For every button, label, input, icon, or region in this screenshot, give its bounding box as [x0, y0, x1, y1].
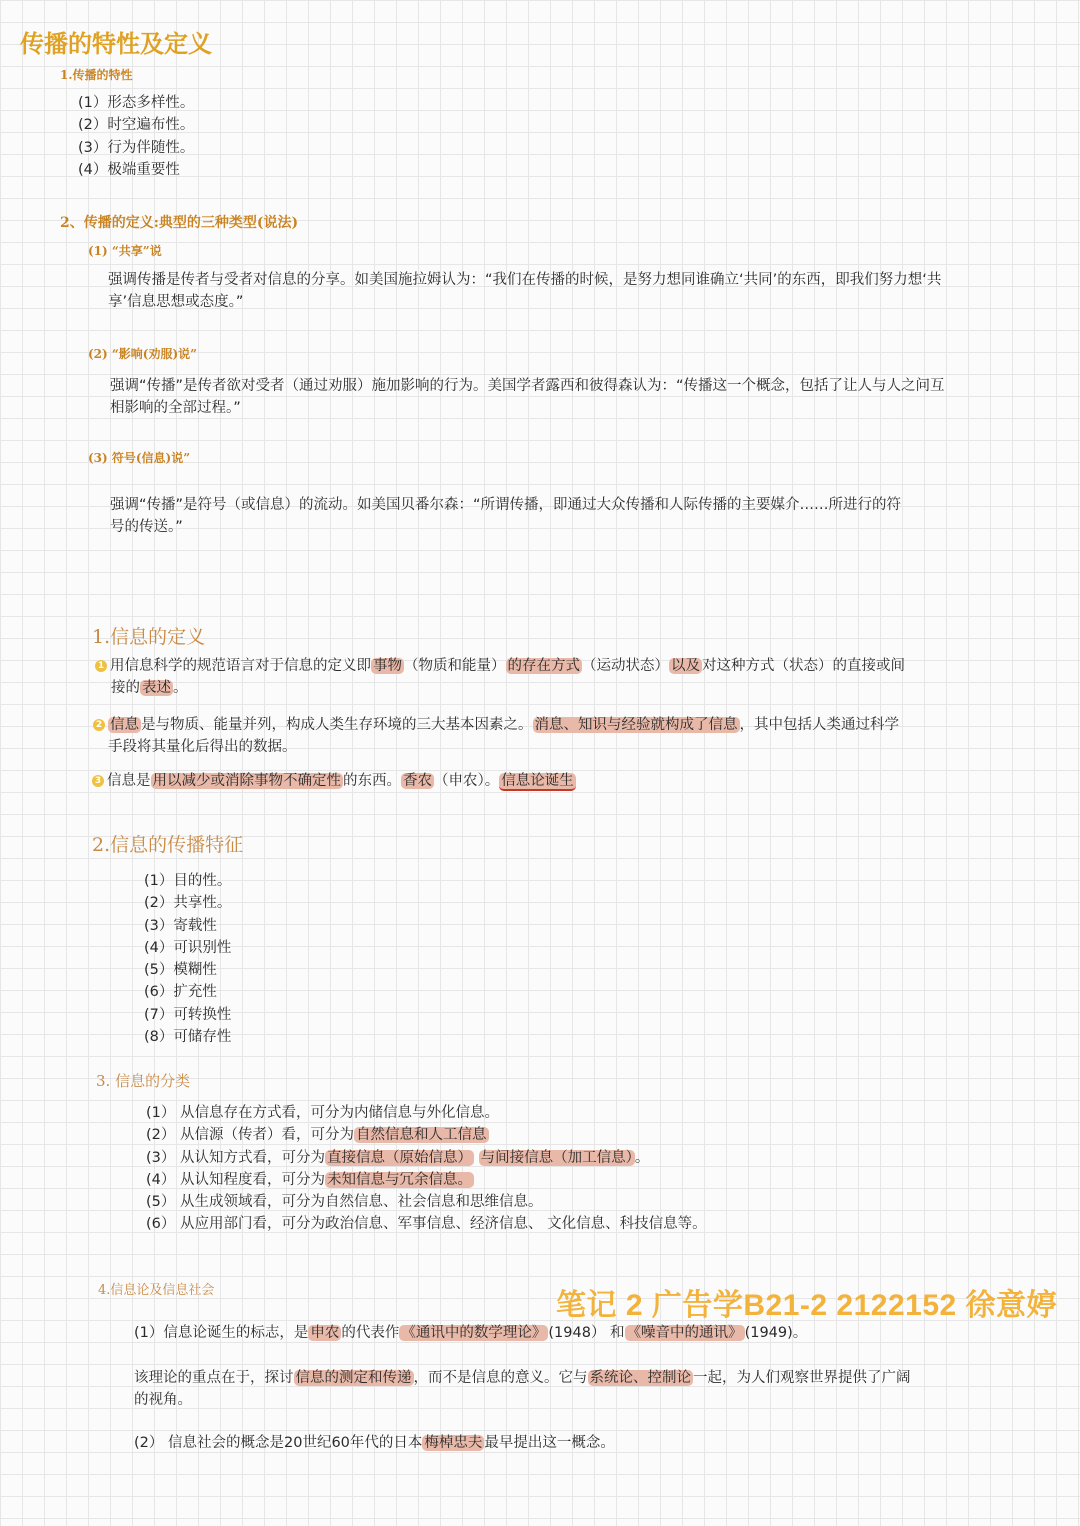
characteristics-list — [78, 92, 194, 181]
subheading-sharing: (1) “共享”说 — [88, 244, 162, 258]
subheading-symbol: (3) 符号(信息)说” — [88, 451, 191, 465]
definition-paragraph-2: 2 信息 是与物质、能量并列，构成人类生存环境的三大基本因素之。 消息、知识与经验就构成了信息 ，其中包括人类通过科学 手段将其量化后得出的数据。 — [93, 714, 899, 758]
paragraph-symbol: 强调“传播”是符号（或信息）的流动。如美国贝番尔森：“所谓传播，即通过大众传播和人际传播的主要媒介……所进行的符 号的传送。” — [110, 497, 902, 535]
subheading-influence: (2) “影响(劝服)说” — [88, 347, 198, 361]
list-item: (6）扩充性 — [144, 984, 217, 1001]
list-item: (6） 从应用部门看，可分为政治信息、军事信息、经济信息、 文化信息、科技信息等。 — [146, 1216, 707, 1233]
section-heading-info-definition: 1.信息的定义 — [92, 626, 206, 648]
features-list — [144, 870, 231, 1048]
list-item: (2）共享性。 — [144, 895, 232, 912]
list-item: (3）行为伴随性。 — [78, 139, 195, 156]
list-item: (4） 从认知程度看，可分为 未知信息与冗余信息。 — [146, 1171, 472, 1188]
list-item: (1）形态多样性。 — [78, 95, 195, 111]
definition-paragraph-3: 3 信息是 用以减少或消除事物不确定性 的东西。 香农 （申农）。 信息论诞生 — [92, 770, 576, 792]
paragraph-influence: 强调“传播”是传者欲对受者（通过劝服）施加影响的行为。美国学者露西和彼得森认为：“传播这一个概念，包括了让人与人之问互 相影响的全部过程。” — [110, 378, 945, 416]
section-heading-definition: 2、传播的定义:典型的三种类型(说法) — [60, 215, 299, 231]
section-heading-info-features: 2.信息的传播特征 — [92, 834, 244, 856]
paragraph-sharing: 强调传播是传者与受者对信息的分享。如美国施拉姆认为：“我们在传播的时候，是努力想同谁确立‘共同’的东西，即我们努力想‘共 享’信息思想或态度。” — [108, 272, 942, 310]
society-paragraph-3: (2） 信息社会的概念是20世纪60年代的日本 梅棹忠夫 最早提出这一概念。 — [134, 1435, 615, 1451]
list-item: (7）可转换性 — [144, 1006, 232, 1023]
list-item: (1）目的性。 — [144, 873, 232, 889]
definition-paragraph-1: 1 用信息科学的规范语言对于信息的定义即 事物 （物质和能量） 的存在方式 （运动状态） 以及 对这种方式（状态）的直接或间 接的 表述 。 — [95, 655, 905, 699]
classification-list — [146, 1102, 707, 1236]
list-item: (2）时空遍布性。 — [78, 117, 195, 134]
society-paragraph-1: (1）信息论诞生的标志，是 申农 的代表作 《通讯中的数学理论》 (1948） 和 《噪音中的通讯》 (1949)。 — [134, 1325, 808, 1341]
list-item: (5）模糊性 — [144, 962, 217, 979]
list-item: (8）可储存性 — [144, 1029, 232, 1046]
section-heading-info-society: 4.信息论及信息社会 — [98, 1283, 215, 1298]
list-item: (4）极端重要性 — [78, 161, 180, 178]
number-marker-icon: 1 — [95, 660, 107, 672]
section-heading-info-classification: 3. 信息的分类 — [96, 1072, 191, 1090]
list-item: (2） 从信源（传者）看，可分为 自然信息和人工信息 — [146, 1127, 487, 1144]
section-heading-characteristics: 1.传播的特性 — [60, 68, 133, 82]
society-paragraph-2: 该理论的重点在于，探讨 信息的测定和传递 ，而不是信息的意义。它与 系统论、控制论 一起，为人们观察世界提供了广阔 的视角。 — [134, 1370, 911, 1408]
author-watermark: 笔记 2 广告学B21-2 2122152 徐意婷 — [556, 1289, 1058, 1322]
number-marker-icon: 2 — [93, 719, 105, 731]
list-item: (4）可识别性 — [144, 939, 232, 956]
page-title: 传播的特性及定义 — [20, 29, 212, 58]
number-marker-icon: 3 — [92, 775, 104, 787]
list-item: (1） 从信息存在方式看，可分为内储信息与外化信息。 — [146, 1105, 499, 1121]
list-item: (3）寄载性 — [144, 917, 217, 934]
list-item: (5） 从生成领域看，可分为自然信息、社会信息和思维信息。 — [146, 1194, 543, 1211]
list-item: (3） 从认知方式看，可分为 直接信息（原始信息） 与间接信息（加工信息） 。 — [146, 1149, 650, 1166]
